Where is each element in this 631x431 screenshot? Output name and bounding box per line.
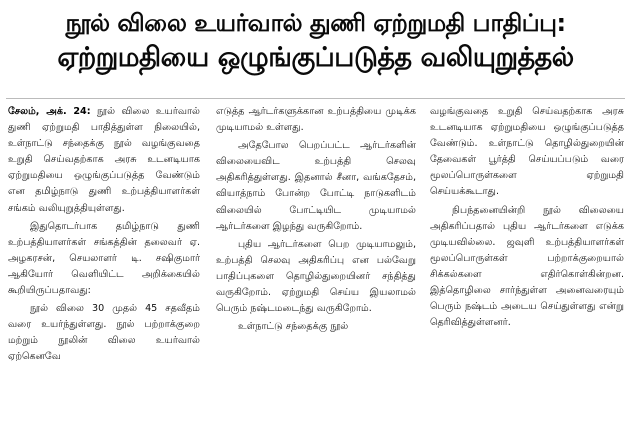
paragraph: நிபந்தனையின்றி நூல் விலையை அதிகரிப்பதால் புதிய ஆர்டர்களை எடுக்க முடியவில்லை. ஜவுளி உற்பத்தியாளர்கள் மூலப்பொருள்கள் பற்றாக்குறையால் சிக்கல்களை எதிர்கொள்கின்றன. இத்தொழிலை சார்ந்துள்ள அனைவரையும் பெரும் நஷ்டம் அடைய செய்துள்ளது என்று தெரிவித்துள்ளனர். [430,204,624,329]
paragraph: அதேபோல பெறப்பட்ட ஆர்டர்களின் விலையைவிட உற்பத்தி செலவு அதிகரித்துள்ளது. இதனால் சீனா, வங்கதேசம், வியாத்நாம் போன்ற போட்டி நாடுகளிடம் விலையில் போட்டியிட முடியாமல் ஆர்டர்களை இழந்து வருகிறோம். [216,140,416,232]
paragraph: உள்நாட்டு சந்தைக்கு நூல் [238,321,349,333]
article-column-3 [430,104,624,426]
headline [0,6,631,76]
paragraph: வழங்குவதை உறுதி செய்வதற்காக அரசு உடனடியாக ஏற்றுமதியை ஒழுங்குப்படுத்த வேண்டும். உள்நாட்டு தொழில்துறையின் தேவைகள் பூர்த்தி செய்யப்படும் வரை மூலப்பொருள்களை ஏற்றுமதி செய்யக்கூடாது. [430,106,624,198]
headline-line-2: ஏற்றுமதியை ஒழுங்குப்படுத்த வலியுறுத்தல் [57,42,574,73]
paragraph-text: நூல் விலை உயர்வால் துணி ஏற்றுமதி பாதித்துள்ள நிலையில், உள்நாட்டு சந்தைக்கு நூல் வழங்குவதை உறுதி செய்வதற்காக அரசு உடனடியாக ஏற்றுமதியை ஒழுங்குப்படுத்த வேண்டும் என தமிழ்நாடு துணி உற்பத்தியாளர்கள் சங்கம் வலியுறுத்தியுள்ளது. [8,106,200,214]
article-column-1 [8,104,200,426]
paragraph: எடுத்த ஆர்டர்களுக்கான உற்பத்தியை முடிக்க முடியாமல் உள்ளது. [216,106,416,134]
article-column-2 [216,104,416,426]
paragraph: நூல் விலை 30 முதல் 45 சதவீதம் வரை உயர்ந்துள்ளது. நூல் பற்றாக்குறை மற்றும் நூலின் விலை உயர்வால் ஏற்கெனவே [8,303,200,363]
headline-line-1: நூல் விலை உயர்வால் துணி ஏற்றுமதி பாதிப்பு: [65,9,566,37]
headline-divider [6,98,625,99]
paragraph: இதுதொடர்பாக தமிழ்நாடு துணி உற்பத்தியாளர்கள் சங்கத்தின் தலைவர் ஏ. அழகரசன், செயலாளர் டி. சஷிகுமார் ஆகியோர் வெளியிட்ட அறிக்கையில் கூறியிருப்பதாவது: [8,220,200,297]
dateline: சேலம், அக். 24: [8,106,91,117]
paragraph [8,104,200,217]
paragraph: புதிய ஆர்டர்களை பெற முடியாமலும், உற்பத்தி செலவு அதிகரிப்பு என பல்வேறு பாதிப்புகளை தொழில்துறையினர் சந்தித்து வருகிறோம். ஏற்றுமதி செய்ய இயலாமல் பெரும் நஷ்டமடைந்து வருகிறோம். [216,238,416,315]
